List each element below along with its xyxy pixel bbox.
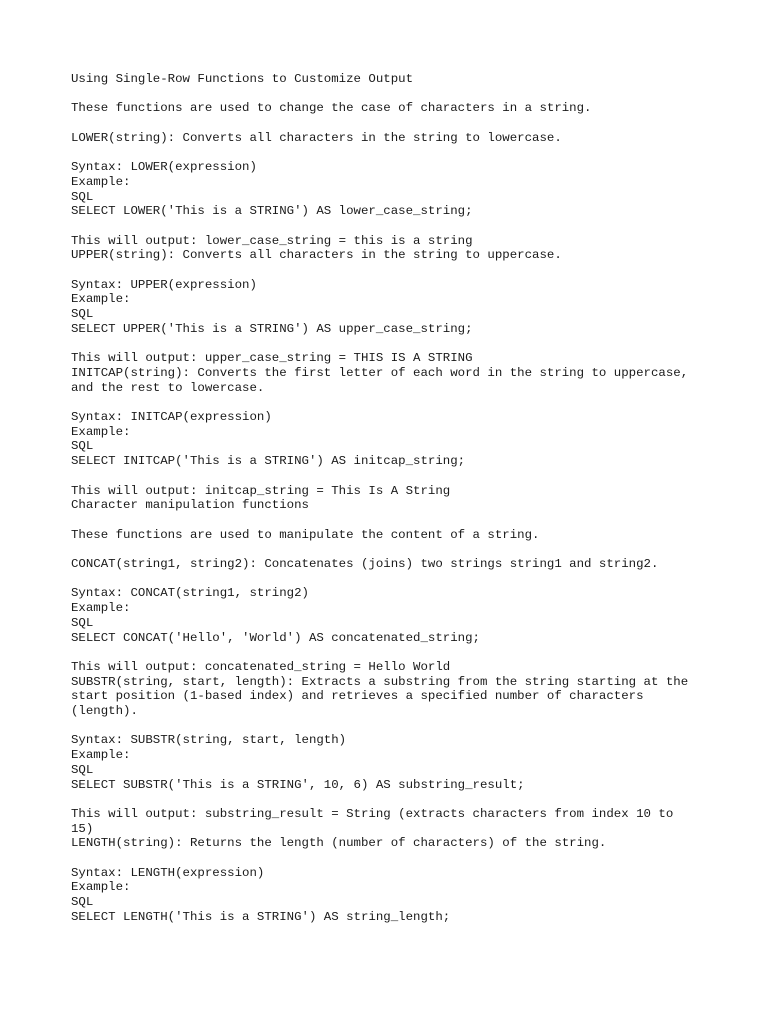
paragraph	[71, 72, 731, 87]
text-line: SQL	[71, 189, 94, 204]
text-line: Syntax: UPPER(expression)	[71, 277, 257, 292]
text-line: SELECT SUBSTR('This is a STRING', 10, 6) AS substring_result;	[71, 777, 525, 792]
paragraph-gap	[71, 116, 731, 131]
paragraph	[71, 528, 731, 543]
paragraph-gap	[71, 542, 731, 557]
paragraph-gap	[71, 572, 731, 587]
text-line: Example:	[71, 424, 131, 439]
text-line: This will output: concatenated_string = Hello World	[71, 659, 451, 674]
paragraph	[71, 131, 731, 146]
paragraph	[71, 733, 731, 792]
paragraph	[71, 557, 731, 572]
text-line: SELECT UPPER('This is a STRING') AS upper_case_string;	[71, 321, 473, 336]
text-line: LENGTH(string): Returns the length (number of characters) of the string.	[71, 836, 607, 851]
paragraph-gap	[71, 395, 731, 410]
text-line: Syntax: LOWER(expression)	[71, 160, 257, 175]
paragraph	[71, 351, 731, 395]
paragraph	[71, 484, 731, 513]
paragraph-gap	[71, 851, 731, 866]
text-line: SELECT CONCAT('Hello', 'World') AS concatenated_string;	[71, 630, 480, 645]
text-line: 15)	[71, 821, 94, 836]
text-line: Syntax: SUBSTR(string, start, length)	[71, 733, 347, 748]
text-line: SQL	[71, 762, 94, 777]
paragraph	[71, 866, 731, 925]
text-line: UPPER(string): Converts all characters in the string to uppercase.	[71, 248, 562, 263]
text-line: This will output: lower_case_string = this is a string	[71, 233, 473, 248]
text-line: SQL	[71, 439, 94, 454]
text-line: CONCAT(string1, string2): Concatenates (joins) two strings string1 and string2.	[71, 557, 659, 572]
text-line: SELECT LOWER('This is a STRING') AS lower_case_string;	[71, 204, 473, 219]
document-body	[71, 72, 731, 925]
paragraph	[71, 660, 731, 719]
text-line: INITCAP(string): Converts the first letter of each word in the string to uppercase,	[71, 365, 689, 380]
paragraph-gap	[71, 263, 731, 278]
paragraph-gap	[71, 145, 731, 160]
text-line: Using Single-Row Functions to Customize Output	[71, 72, 414, 86]
paragraph	[71, 160, 731, 219]
paragraph	[71, 101, 731, 116]
text-line: SUBSTR(string, start, length): Extracts a substring from the string starting at the	[71, 674, 689, 689]
paragraph-gap	[71, 719, 731, 734]
paragraph	[71, 410, 731, 469]
text-line: SELECT LENGTH('This is a STRING') AS string_length;	[71, 909, 451, 924]
text-line: Example:	[71, 748, 131, 763]
text-line: These functions are used to manipulate the content of a string.	[71, 527, 540, 542]
text-line: Example:	[71, 880, 131, 895]
text-line: SQL	[71, 307, 94, 322]
text-line: This will output: initcap_string = This Is A String	[71, 483, 451, 498]
text-line: Syntax: INITCAP(expression)	[71, 410, 272, 425]
text-line: SELECT INITCAP('This is a STRING') AS initcap_string;	[71, 454, 466, 469]
paragraph-gap	[71, 792, 731, 807]
text-line: Character manipulation functions	[71, 498, 309, 513]
text-line: Example:	[71, 292, 131, 307]
paragraph	[71, 586, 731, 645]
paragraph	[71, 278, 731, 337]
text-line: SQL	[71, 895, 94, 910]
paragraph-gap	[71, 513, 731, 528]
text-line: (length).	[71, 704, 138, 719]
text-line: Example:	[71, 601, 131, 616]
paragraph-gap	[71, 87, 731, 102]
paragraph-gap	[71, 645, 731, 660]
text-line: LOWER(string): Converts all characters in the string to lowercase.	[71, 130, 562, 145]
paragraph-gap	[71, 469, 731, 484]
text-line: SQL	[71, 615, 94, 630]
text-line: This will output: substring_result = String (extracts characters from index 10 to	[71, 806, 674, 821]
text-line: start position (1-based index) and retrieves a specified number of characters	[71, 689, 644, 704]
text-line: and the rest to lowercase.	[71, 380, 265, 395]
text-line: Example:	[71, 174, 131, 189]
paragraph-gap	[71, 219, 731, 234]
text-line: Syntax: CONCAT(string1, string2)	[71, 586, 309, 601]
text-line: This will output: upper_case_string = THIS IS A STRING	[71, 351, 473, 366]
paragraph	[71, 807, 731, 851]
text-line: Syntax: LENGTH(expression)	[71, 865, 265, 880]
paragraph-gap	[71, 337, 731, 352]
text-line: These functions are used to change the case of characters in a string.	[71, 101, 592, 116]
paragraph	[71, 234, 731, 263]
